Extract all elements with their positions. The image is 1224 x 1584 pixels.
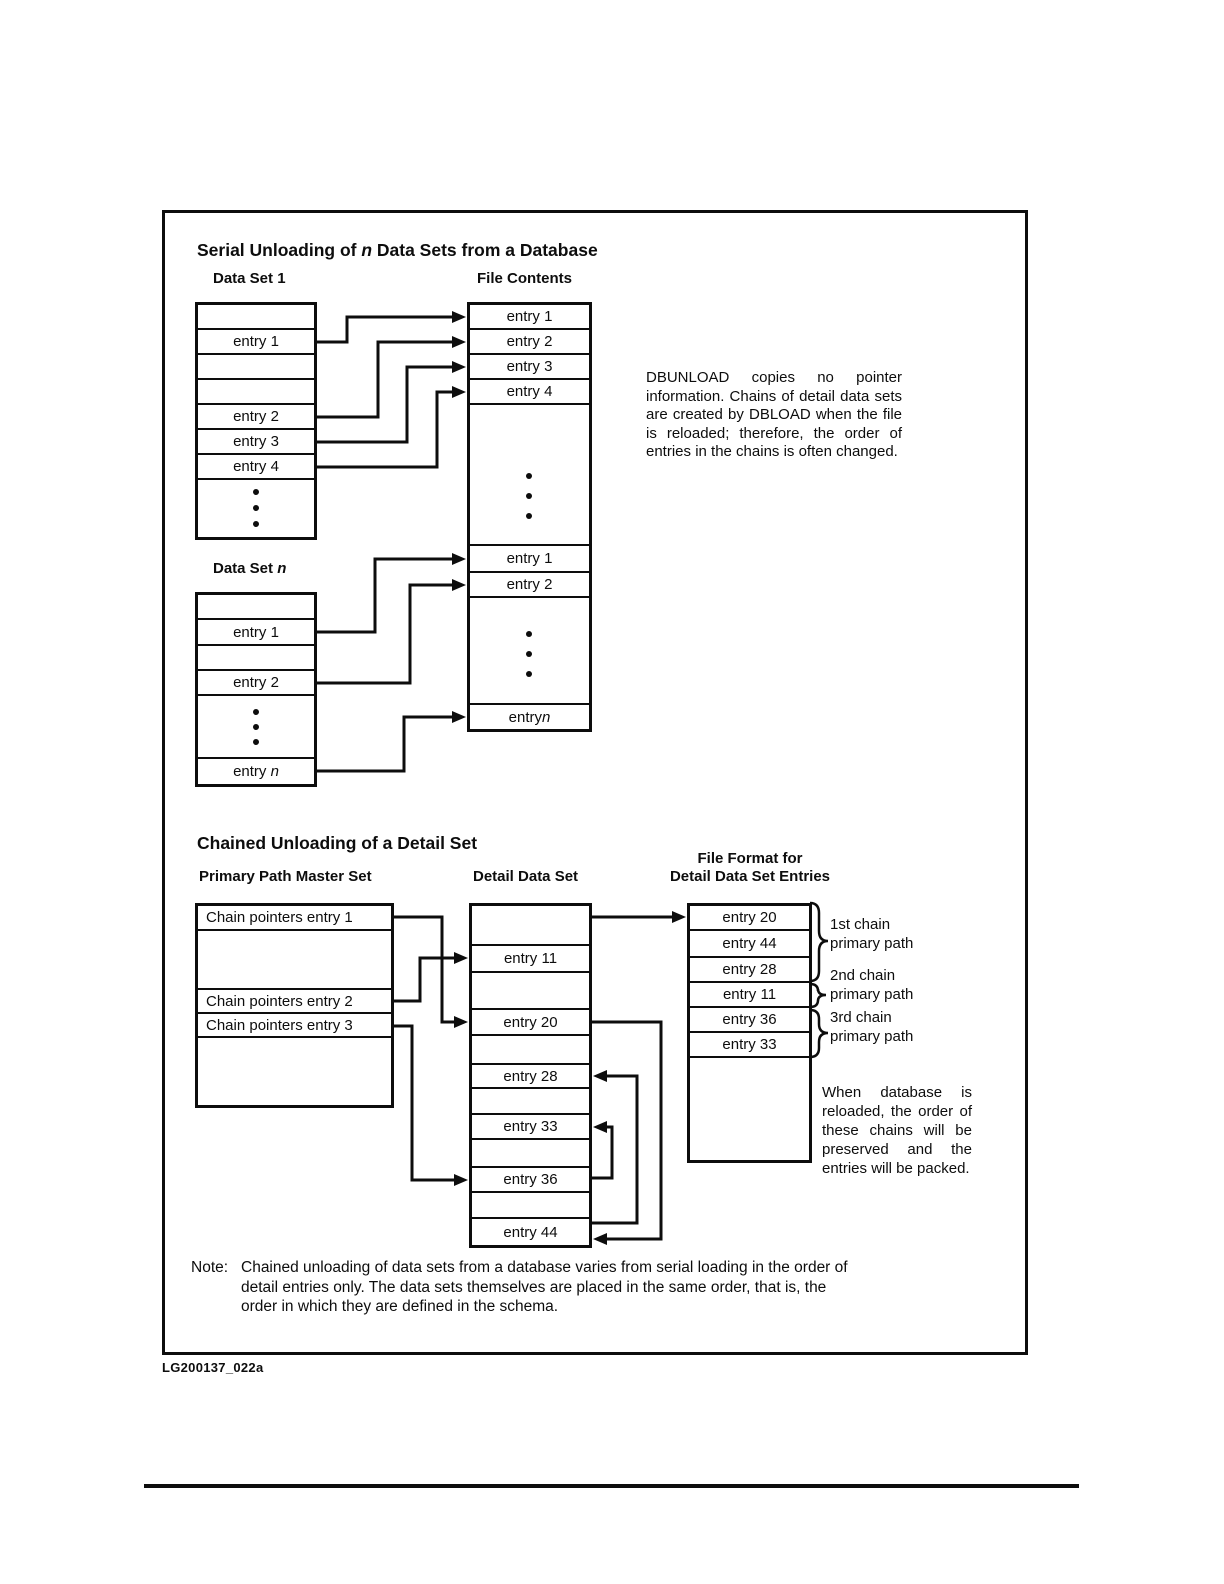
entry-text: entry 2	[233, 674, 279, 691]
entry-cell	[690, 931, 809, 958]
entry-text: entry	[508, 708, 542, 726]
entry-text: entry 33	[503, 1118, 558, 1135]
entry-cell	[198, 620, 314, 646]
chain-label-line: 1st chain	[830, 916, 891, 933]
entry-cell	[470, 330, 589, 355]
chain-label-2	[830, 967, 913, 1004]
entry-text: entry 3	[506, 358, 553, 375]
chain-label-1	[830, 916, 913, 953]
entry-text: entry 1	[506, 550, 553, 567]
entry-cell	[472, 1219, 589, 1245]
entry-text: entry 36	[503, 1171, 558, 1188]
entry-italic-n: n	[542, 708, 551, 726]
ellipsis-cell	[198, 696, 314, 759]
entry-cell	[470, 355, 589, 380]
entry-cell	[198, 671, 314, 696]
chain-pointer-text: Chain pointers entry 3	[206, 1016, 353, 1034]
chain-pointer-cell	[198, 990, 391, 1014]
reload-description: When database is reloaded, the order of these chains will be preserved and the entries will be packed.	[822, 1084, 972, 1177]
entry-text: entry 2	[233, 408, 279, 425]
footer-rule	[144, 1484, 1079, 1488]
chain-pointer-cell	[198, 906, 391, 931]
chain-label-line: primary path	[830, 1027, 914, 1045]
empty-cell	[198, 380, 314, 405]
title-italic-n: n	[361, 240, 373, 260]
entry-text: entry 20	[722, 909, 777, 926]
entry-cell	[198, 330, 314, 355]
master-set-box	[195, 903, 394, 1108]
file-format-label-line1: File Format for	[697, 850, 803, 867]
entry-cell	[690, 1008, 809, 1033]
entry-text: entry 28	[722, 961, 777, 978]
chain-label-3	[830, 1009, 913, 1046]
empty-cell	[198, 931, 391, 990]
entry-text: entry 36	[722, 1011, 777, 1028]
detail-set-label: Detail Data Set	[473, 868, 579, 885]
entry-cell	[472, 1010, 589, 1036]
detail-set-box	[469, 903, 592, 1248]
entry-text: entry 11	[503, 950, 558, 967]
chain-pointer-text: Chain pointers entry 2	[206, 992, 353, 1010]
empty-cell	[198, 355, 314, 380]
chain-label-line: 2nd chain	[830, 967, 896, 984]
entry-text: entry 3	[233, 433, 279, 450]
entry-cell	[198, 430, 314, 455]
entry-text: entry 1	[233, 333, 279, 350]
file-contents-box	[467, 302, 592, 732]
file-contents-label: File Contents	[477, 270, 573, 287]
empty-cell	[198, 305, 314, 330]
entry-text: entry 44	[503, 1223, 558, 1241]
empty-cell	[198, 646, 314, 671]
empty-cell	[472, 1193, 589, 1219]
empty-cell	[472, 1140, 589, 1168]
ellipsis-cell	[470, 405, 589, 546]
entry-text: entry 2	[506, 576, 553, 593]
file-format-box	[687, 903, 812, 1163]
chain-label-line: primary path	[830, 934, 914, 952]
empty-cell	[472, 1036, 589, 1065]
entry-cell	[690, 983, 809, 1008]
entry-cell	[198, 405, 314, 430]
title-text: Serial Unloading of	[197, 240, 362, 260]
entry-cell	[198, 759, 314, 784]
dataset1-box	[195, 302, 317, 540]
entry-text: entry 2	[506, 333, 553, 350]
note-text: Chained unloading of data sets from a database varies from serial loading in the order of detail entries only. The data sets themselves are placed in the same order, that is, the order in which they are defined in the schema.	[241, 1259, 848, 1315]
figure-code: LG200137_022a	[162, 1360, 264, 1375]
chain-label-line: primary path	[830, 985, 914, 1003]
entry-text: entry	[233, 763, 267, 780]
empty-cell	[198, 1038, 391, 1105]
entry-cell	[470, 705, 589, 729]
entry-cell	[470, 305, 589, 330]
chained-section-title: Chained Unloading of a Detail Set	[197, 833, 478, 853]
entry-cell	[472, 946, 589, 973]
chain-label-line: 3rd chain	[830, 1009, 892, 1026]
serial-section-title	[197, 240, 598, 261]
master-set-label: Primary Path Master Set	[199, 868, 372, 885]
entry-text: entry 4	[233, 458, 279, 475]
empty-cell	[472, 906, 589, 946]
entry-cell	[690, 958, 809, 983]
entry-italic-n: n	[270, 763, 279, 780]
entry-cell	[198, 455, 314, 480]
chain-pointer-text: Chain pointers entry 1	[206, 909, 353, 926]
entry-cell	[690, 1033, 809, 1058]
ellipsis-cell	[198, 480, 314, 537]
entry-text: entry 1	[233, 623, 279, 641]
entry-text: entry 44	[722, 935, 777, 952]
ellipsis-cell	[470, 598, 589, 705]
file-format-label-line2: Detail Data Set Entries	[669, 868, 831, 885]
dbunload-description: DBUNLOAD copies no pointer information. Chains of detail data sets are created by DBLOAD when the file is reloaded; therefore, the order of entries in the chains is often changed.	[646, 369, 902, 461]
dataset1-label: Data Set 1	[213, 270, 286, 287]
chain-pointer-cell	[198, 1014, 391, 1038]
entry-text: entry 11	[722, 986, 777, 1003]
dataset-n-label	[213, 560, 286, 577]
entry-cell	[472, 1168, 589, 1193]
empty-cell	[472, 973, 589, 1010]
empty-cell	[472, 1089, 589, 1115]
entry-cell	[470, 573, 589, 598]
figure-note	[191, 1258, 851, 1317]
entry-cell	[472, 1065, 589, 1089]
title-text: Data Sets from a Database	[372, 240, 598, 260]
empty-cell	[198, 595, 314, 620]
label-text: Data Set	[213, 560, 278, 577]
entry-cell	[470, 546, 589, 573]
entry-text: entry 33	[722, 1036, 777, 1053]
entry-text: entry 28	[503, 1067, 558, 1085]
entry-text: entry 1	[506, 308, 553, 325]
note-label: Note:	[191, 1259, 229, 1276]
empty-cell	[690, 1058, 809, 1160]
entry-text: entry 20	[503, 1013, 558, 1031]
entry-text: entry 4	[506, 383, 553, 400]
label-italic-n: n	[277, 560, 287, 577]
entry-cell	[690, 906, 809, 931]
entry-cell	[472, 1115, 589, 1140]
dataset-n-box	[195, 592, 317, 787]
entry-cell	[470, 380, 589, 405]
